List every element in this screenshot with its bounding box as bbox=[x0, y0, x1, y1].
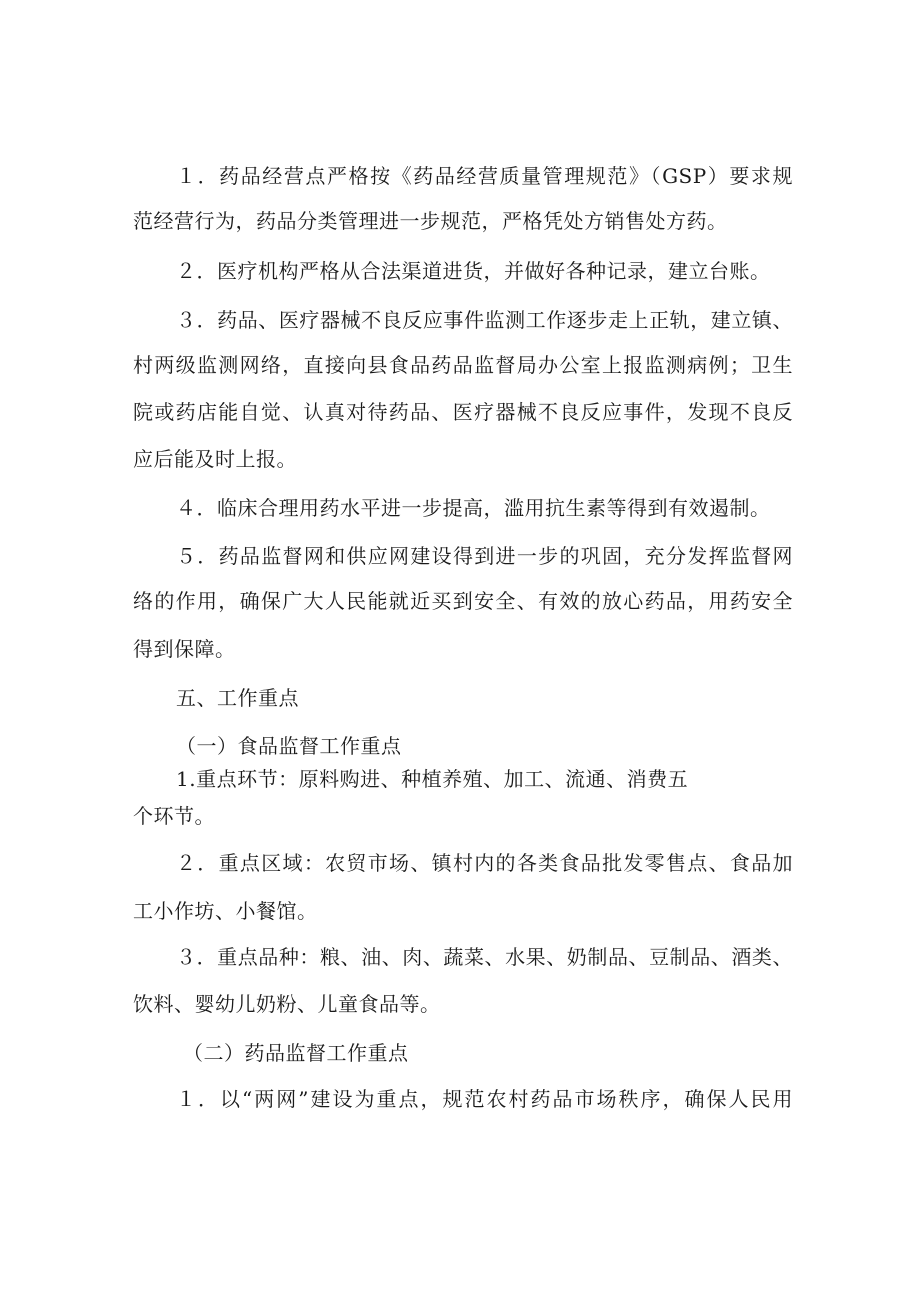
section-heading: 五、工作重点 bbox=[176, 686, 299, 710]
paragraph-line: 得到保障。 bbox=[133, 637, 236, 661]
paragraph-line: 个环节。 bbox=[133, 804, 215, 828]
paragraph-line: 1.重点环节：原料购进、种植养殖、加工、流通、消费五 bbox=[176, 767, 689, 791]
paragraph-line: ５．药品监督网和供应网建设得到进一步的巩固，充分发挥监督网 bbox=[176, 544, 793, 568]
paragraph-line: ２．医疗机构严格从合法渠道进货，并做好各种记录，建立台账。 bbox=[176, 259, 771, 283]
subsection-heading-food: （一）食品监督工作重点 bbox=[176, 734, 402, 758]
paragraph-line: ３．药品、医疗器械不良反应事件监测工作逐步走上正轨，建立镇、 bbox=[176, 308, 793, 332]
paragraph-line: 应后能及时上报。 bbox=[133, 447, 297, 471]
paragraph-line: 村两级监测网络，直接向县食品药品监督局办公室上报监测病例；卫生 bbox=[133, 353, 793, 377]
paragraph-line: 络的作用，确保广大人民能就近买到安全、有效的放心药品，用药安全 bbox=[133, 589, 793, 613]
paragraph-line: １．药品经营点严格按《药品经营质量管理规范》（GSP）要求规 bbox=[176, 164, 793, 188]
paragraph-line: １．以“两网”建设为重点，规范农村药品市场秩序，确保人民用 bbox=[176, 1087, 793, 1111]
paragraph-line: 饮料、婴幼儿奶粉、儿童食品等。 bbox=[133, 992, 441, 1016]
subsection-heading-drug: （二）药品监督工作重点 bbox=[183, 1041, 409, 1065]
paragraph-line: ４．临床合理用药水平进一步提高，滥用抗生素等得到有效遏制。 bbox=[176, 496, 771, 520]
paragraph-line: ２．重点区域：农贸市场、镇村内的各类食品批发零售点、食品加 bbox=[176, 851, 793, 875]
paragraph-line: 院或药店能自觉、认真对待药品、医疗器械不良反应事件，发现不良反 bbox=[133, 400, 793, 424]
paragraph-line: ３．重点品种：粮、油、肉、蔬菜、水果、奶制品、豆制品、酒类、 bbox=[176, 945, 793, 969]
paragraph-line: 范经营行为，药品分类管理进一步规范，严格凭处方销售处方药。 bbox=[133, 209, 728, 233]
paragraph-line: 工小作坊、小餐馆。 bbox=[133, 899, 318, 923]
